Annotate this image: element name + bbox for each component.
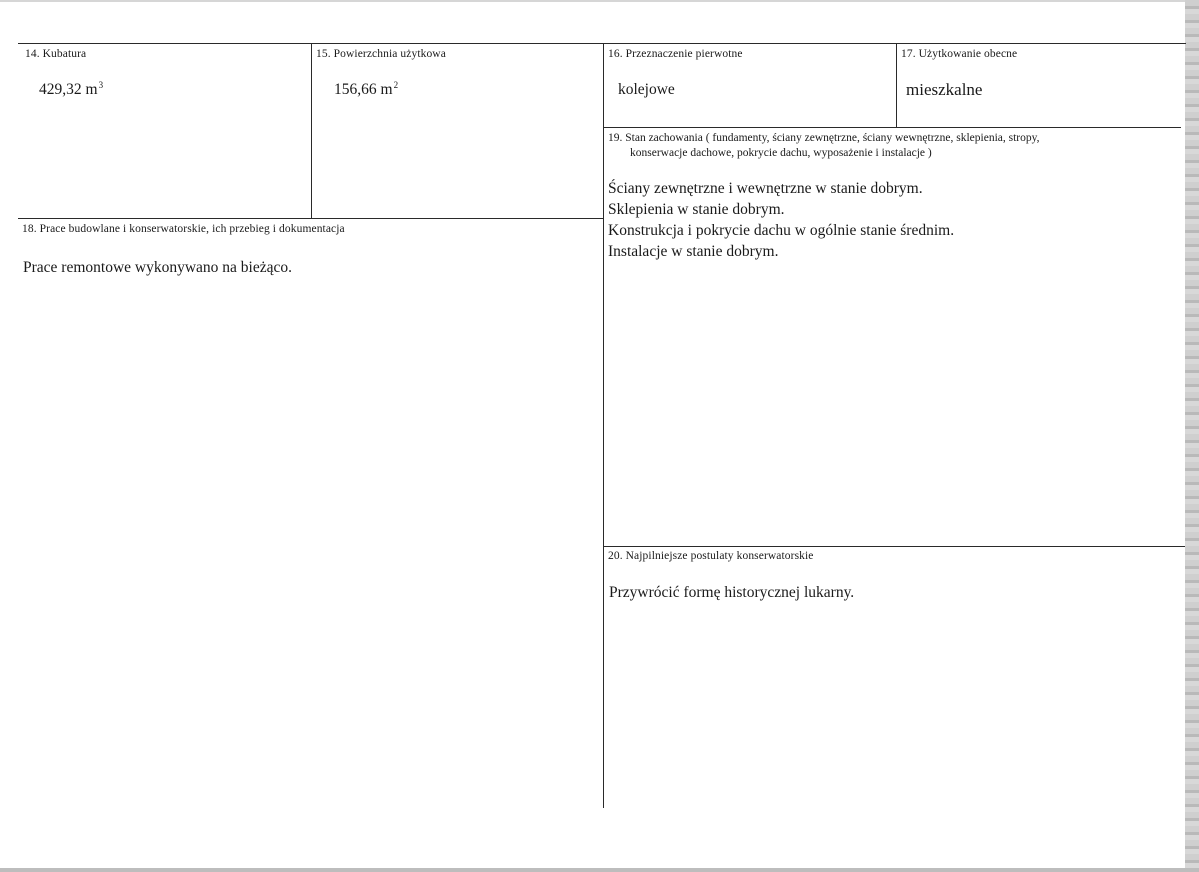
top-border-line: [18, 43, 1186, 44]
field-15-exponent: 2: [393, 80, 399, 90]
field-20-value: Przywrócić formę historycznej lukarny.: [609, 584, 855, 601]
field-18-label: 18. Prace budowlane i konserwatorskie, ich przebieg i dokumentacja: [22, 223, 345, 235]
field-19-line: Konstrukcja i pokrycie dachu w ogólnie stanie średnim.: [608, 222, 955, 239]
field-19-label-line-2: konserwacje dachowe, pokrycie dachu, wyposażenie i instalacje ): [630, 147, 932, 159]
field-17-value: mieszkalne: [906, 80, 983, 99]
field-14-label: 14. Kubatura: [25, 48, 87, 60]
center-divider: [603, 43, 604, 808]
scan-right-edge: [1185, 0, 1199, 872]
field-19-line: Ściany zewnętrzne i wewnętrzne w stanie dobrym.: [608, 180, 923, 197]
field-18-value: Prace remontowe wykonywano na bieżąco.: [23, 259, 292, 276]
line-above-18: [18, 218, 604, 219]
field-14-exponent: 3: [98, 80, 104, 90]
divider-16-17: [896, 43, 897, 127]
field-19-label: [608, 131, 1174, 161]
field-19-line: Instalacje w stanie dobrym.: [608, 243, 779, 260]
scan-top-edge: [0, 0, 1199, 2]
field-17-label: 17. Użytkowanie obecne: [901, 48, 1018, 60]
scan-bottom-edge: [0, 868, 1199, 872]
field-19-line: Sklepienia w stanie dobrym.: [608, 201, 785, 218]
field-20-label: 20. Najpilniejsze postulaty konserwatorskie: [608, 550, 814, 562]
field-14-value: [39, 79, 103, 100]
field-15-value-text: 156,66 m: [334, 81, 393, 98]
field-15-label: 15. Powierzchnia użytkowa: [316, 48, 446, 60]
field-14-value-text: 429,32 m: [39, 81, 98, 98]
field-15-value: [334, 79, 398, 100]
line-above-20: [603, 546, 1185, 547]
field-16-value: kolejowe: [618, 81, 675, 98]
field-19-text: [608, 178, 954, 262]
field-19-label-line-1: 19. Stan zachowania ( fundamenty, ściany zewnętrzne, ściany wewnętrzne, sklepienia, stropy,: [608, 132, 1040, 144]
divider-14-15: [311, 43, 312, 219]
field-16-label: 16. Przeznaczenie pierwotne: [608, 48, 743, 60]
line-under-16-17: [603, 127, 1181, 128]
